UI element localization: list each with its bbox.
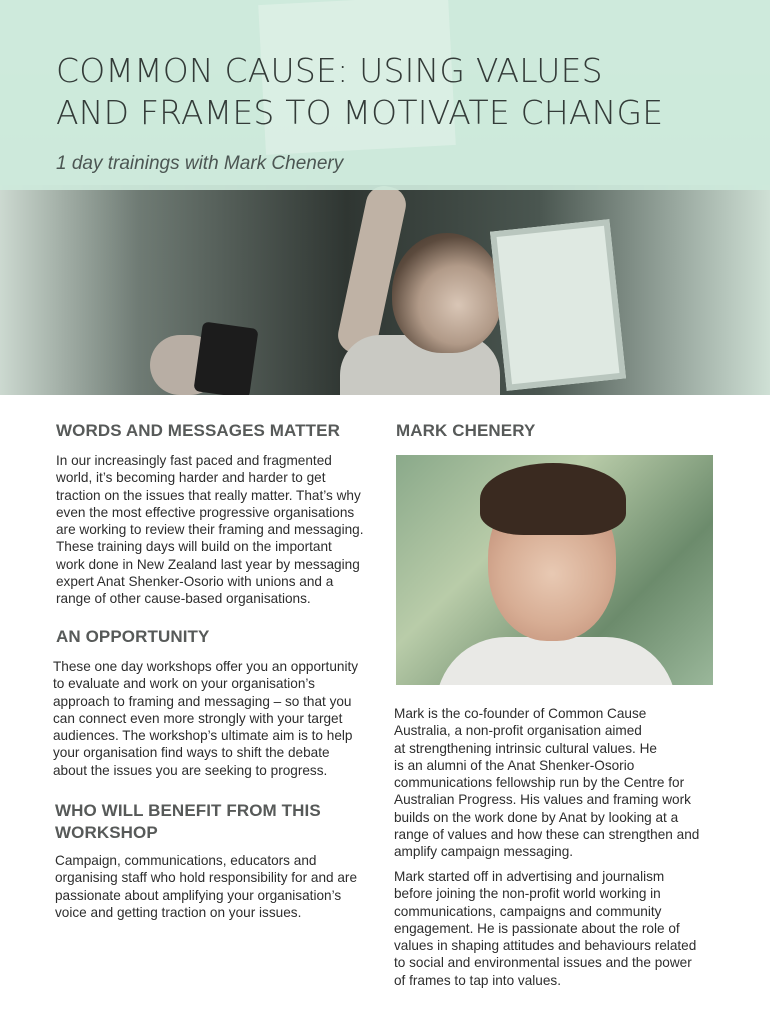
section-heading-who-benefits: WHO WILL BENEFIT FROM THIS WORKSHOP: [55, 801, 321, 842]
section-heading-opportunity: AN OPPORTUNITY: [56, 627, 210, 646]
bio-paragraph-1: Mark is the co-founder of Common Cause Australia, a non-profit organisation aimed at strengthening intrinsic cultural values. He is an alumni of the Anat Shenker-Osorio communications fellowship run by the Centre for Australian Progress. His values and framing work builds on the work done by Anat by looking at a range of values and how these can strengthen and amplify campaign messaging.: [394, 706, 700, 860]
page-title: COMMON CAUSE: USING VALUES AND FRAMES TO MOTIVATE CHANGE: [56, 51, 664, 132]
section-heading-mark-chenery: MARK CHENERY: [396, 421, 536, 440]
portrait-photo: [396, 455, 713, 685]
bio-paragraph-2: Mark started off in advertising and journalism before joining the non-profit world working in communications, campaigns and community engagement. He is passionate about the role of values in shaping attitudes and behaviours related to social and environmental issues and the power of frames to tap into values.: [394, 869, 697, 988]
section-heading-words-messages: WORDS AND MESSAGES MATTER: [56, 421, 340, 440]
protest-sign: [490, 219, 626, 391]
page-subtitle: 1 day trainings with Mark Chenery: [56, 153, 344, 174]
section-body-who-benefits: Campaign, communications, educators and organising staff who hold responsibility for and are passionate about amplifying your organisation’s voice and getting traction on your issues.: [55, 853, 358, 920]
section-body-words-messages: In our increasingly fast paced and fragmented world, it’s becoming harder and harder to get traction on the issues that really matter. That’s why even the most effective progressive organisations are working to review their framing and messaging. These training days will build on the important work done in New Zealand last year by messaging expert Anat Shenker-Osorio with unions and a range of other cause-based organisations.: [56, 453, 364, 607]
phone-in-hand: [193, 321, 258, 395]
section-body-opportunity: These one day workshops offer you an opportunity to evaluate and work on your organisation’s approach to framing and messaging – so that you can connect even more strongly with your target audiences. The workshop’s ultimate aim is to help your organisation find ways to shift the debate about the issues you are seeking to progress.: [53, 659, 359, 778]
hero-photo: [0, 185, 770, 395]
